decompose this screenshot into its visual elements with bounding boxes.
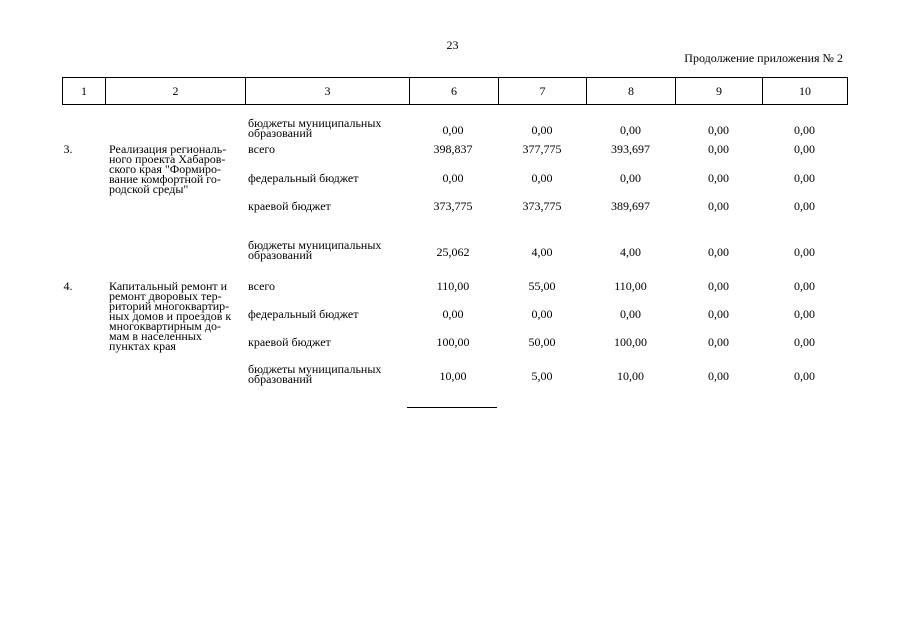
- value-col-10: 0,00: [794, 142, 815, 156]
- value-col-9: 0,00: [708, 199, 729, 213]
- header-col-2: 2: [106, 78, 246, 105]
- value-col-10: 0,00: [794, 199, 815, 213]
- item-name: Реализация региональ-ного проекта Хабаров-ского края "Формиро-вание комфортной го-родской среды": [109, 142, 227, 196]
- header-col-3: 3: [246, 78, 410, 105]
- value-col-7: 4,00: [531, 245, 553, 259]
- value-col-8: 10,00: [617, 369, 644, 383]
- funding-source: федеральный бюджет: [248, 307, 359, 321]
- header-col-7: 7: [499, 78, 587, 105]
- value-col-7: 5,00: [531, 369, 553, 383]
- value-col-6: 10,00: [439, 369, 467, 383]
- appendix-note: Продолжение приложения № 2: [684, 51, 843, 65]
- value-col-8: 4,00: [620, 245, 641, 259]
- value-col-10: 0,00: [794, 279, 815, 293]
- value-col-8: 393,697: [611, 142, 650, 156]
- value-col-7: 0,00: [531, 171, 553, 185]
- value-col-6: 373,775: [433, 199, 473, 213]
- value-col-7: 0,00: [531, 123, 553, 137]
- value-col-9: 0,00: [708, 335, 729, 349]
- value-col-10: 0,00: [794, 245, 815, 259]
- value-col-6: 0,00: [442, 307, 464, 321]
- value-col-9: 0,00: [708, 245, 729, 259]
- value-col-8: 110,00: [614, 279, 647, 293]
- closing-rule: [407, 407, 497, 408]
- value-col-10: 0,00: [794, 307, 815, 321]
- item-number: 4.: [63, 279, 73, 293]
- value-col-10: 0,00: [794, 369, 815, 383]
- value-col-6: 100,00: [436, 335, 470, 349]
- funding-source: всего: [248, 142, 276, 156]
- header-col-6: 6: [410, 78, 499, 105]
- value-col-7: 55,00: [528, 279, 556, 293]
- item-number: 3.: [63, 142, 73, 156]
- funding-source: всего: [248, 279, 276, 293]
- value-col-6: 0,00: [442, 123, 464, 137]
- value-col-7: 373,775: [522, 199, 562, 213]
- value-col-10: 0,00: [794, 123, 815, 137]
- value-col-8: 0,00: [620, 307, 641, 321]
- value-col-9: 0,00: [708, 123, 729, 137]
- value-col-9: 0,00: [708, 369, 729, 383]
- header-col-9: 9: [676, 78, 763, 105]
- header-col-8: 8: [587, 78, 676, 105]
- value-col-9: 0,00: [708, 279, 729, 293]
- value-col-10: 0,00: [794, 335, 815, 349]
- value-col-9: 0,00: [708, 307, 729, 321]
- value-col-6: 0,00: [442, 171, 464, 185]
- value-col-7: 0,00: [531, 307, 553, 321]
- value-col-7: 377,775: [522, 142, 562, 156]
- funding-source: бюджеты муниципальных образований: [248, 362, 382, 386]
- value-col-8: 389,697: [611, 199, 650, 213]
- value-col-6: 25,062: [436, 245, 470, 259]
- funding-source: федеральный бюджет: [248, 171, 359, 185]
- value-col-9: 0,00: [708, 171, 729, 185]
- column-number-header: [62, 77, 848, 105]
- value-col-7: 50,00: [528, 335, 556, 349]
- value-col-6: 110,00: [436, 279, 470, 293]
- page-number: 23: [446, 38, 459, 52]
- funding-source: краевой бюджет: [248, 335, 331, 349]
- header-col-1: 1: [63, 78, 106, 105]
- value-col-6: 398,837: [433, 142, 473, 156]
- header-col-10: 10: [763, 78, 848, 105]
- value-col-9: 0,00: [708, 142, 729, 156]
- value-col-8: 0,00: [620, 123, 641, 137]
- funding-source: краевой бюджет: [248, 199, 331, 213]
- funding-source: бюджеты муниципальных образований: [248, 238, 382, 262]
- value-col-10: 0,00: [794, 171, 815, 185]
- item-name: Капитальный ремонт и ремонт дворовых тер-риторий многоквартир-ных домов и проездов к многоквартирным до-мам в населенных пунктах края: [109, 279, 232, 353]
- funding-source: бюджеты муниципальных образований: [248, 116, 382, 140]
- value-col-8: 0,00: [620, 171, 641, 185]
- value-col-8: 100,00: [614, 335, 647, 349]
